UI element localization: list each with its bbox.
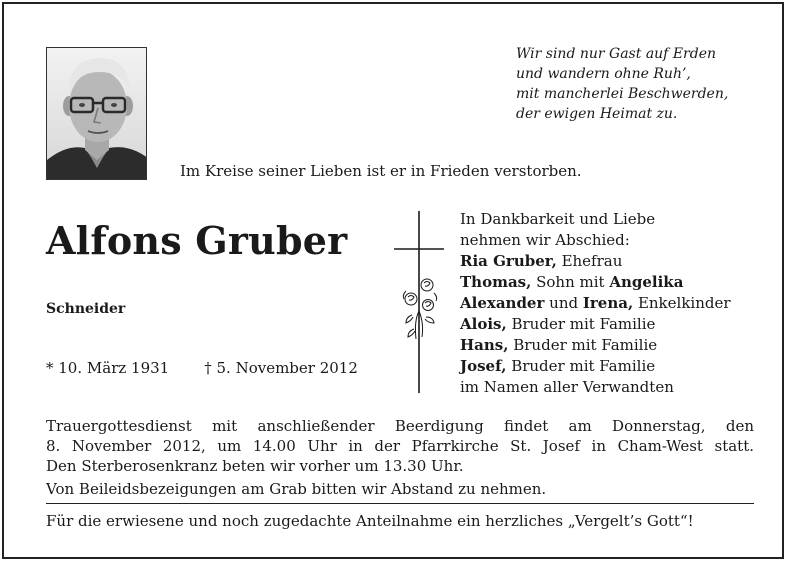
life-dates: [46, 359, 358, 377]
mourner-name: Alexander: [460, 294, 545, 312]
obituary-notice: [2, 2, 784, 559]
mourner-relation: Bruder mit Familie: [506, 315, 656, 333]
mourners-heading: nehmen wir Abschied:: [460, 231, 630, 249]
thanks-note: Für die erwiesene und noch zugedachte Anteilnahme ein herzliches „Vergelt’s Gott“!: [46, 512, 694, 530]
mourner-name: Hans,: [460, 336, 509, 354]
mourner-name: Josef,: [460, 357, 507, 375]
intro-text: Im Kreise seiner Lieben ist er in Frieden verstorben.: [180, 162, 582, 180]
service-line: 8. November 2012, um 14.00 Uhr in der Pfarrkirche St. Josef in Cham-West statt.: [46, 437, 754, 455]
mourner-relation: Enkelkinder: [633, 294, 731, 312]
mourner-name: Thomas,: [460, 273, 532, 291]
poem: [516, 44, 776, 124]
portrait-photo-graphic: [47, 48, 147, 180]
portrait-photo: [46, 47, 147, 180]
mourner-relation: und: [544, 294, 583, 312]
mourner-name: Irena,: [582, 294, 634, 312]
mourner-relation: Ehefrau: [556, 252, 623, 270]
mourner-entry: [460, 293, 731, 314]
birth-date: * 10. März 1931: [46, 359, 170, 377]
cross-with-roses-icon: [394, 211, 446, 393]
mourner-relation: Bruder mit Familie: [506, 357, 656, 375]
condolence-note: Von Beileidsbezeigungen am Grab bitten wir Abstand zu nehmen.: [46, 480, 547, 498]
poem-line: der ewigen Heimat zu.: [516, 106, 678, 122]
service-line: Den Sterberosenkranz beten wir vorher um 13.30 Uhr.: [46, 457, 464, 475]
mourners-list: [460, 209, 731, 398]
divider: [46, 503, 754, 504]
mourners-closing: im Namen aller Verwandten: [460, 378, 674, 396]
mourner-entry: [460, 356, 731, 377]
service-line: Trauergottesdienst mit anschließender Beerdigung findet am Donnerstag, den: [46, 417, 754, 435]
deceased-name: Alfons Gruber: [46, 218, 348, 263]
mourner-relation: Bruder mit Familie: [508, 336, 658, 354]
mourner-name: Ria Gruber,: [460, 252, 557, 270]
mourner-entry: [460, 314, 731, 335]
poem-line: und wandern ohne Ruh’,: [516, 66, 691, 82]
mourner-entry: [460, 272, 731, 293]
mourner-entry: [460, 335, 731, 356]
service-info: [46, 416, 754, 476]
mourner-name: Angelika: [609, 273, 684, 291]
occupation: Schneider: [46, 301, 126, 317]
death-date: † 5. November 2012: [204, 359, 358, 377]
poem-line: Wir sind nur Gast auf Erden: [516, 46, 716, 62]
mourner-name: Alois,: [460, 315, 507, 333]
mourners-heading: In Dankbarkeit und Liebe: [460, 210, 656, 228]
mourner-relation: Sohn mit: [531, 273, 610, 291]
mourner-entry: [460, 251, 731, 272]
poem-line: mit mancherlei Beschwerden,: [516, 86, 729, 102]
